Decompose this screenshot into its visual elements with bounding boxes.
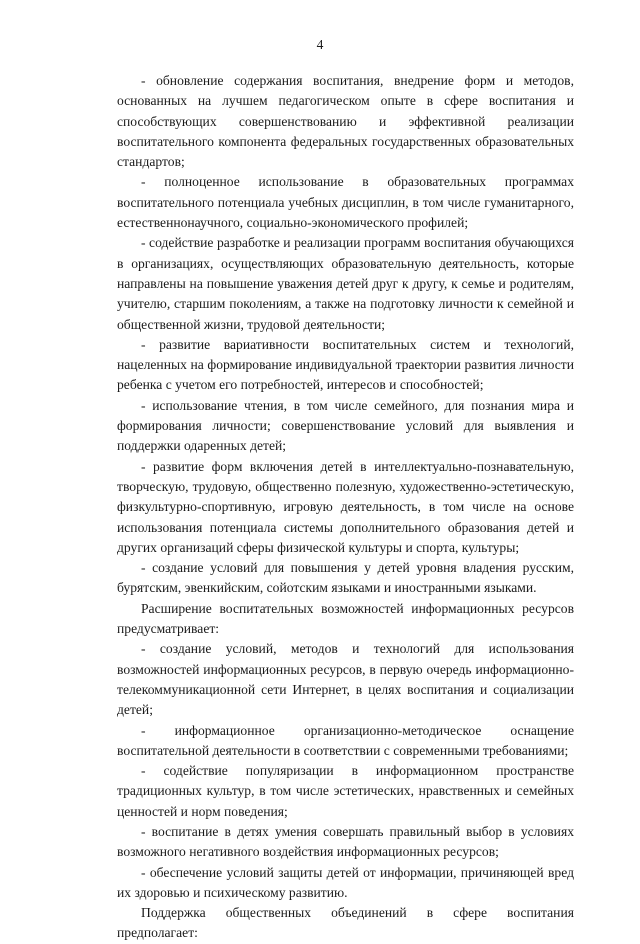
paragraph-5: - использование чтения, в том числе семейного, для познания мира и формирования личности; совершенствование условий для выявления и поддержки одаренных детей; (117, 397, 574, 454)
paragraph-11: - содействие популяризации в информационном пространстве традиционных культур, в том числе эстетических, нравственных и семейных ценностей и норм поведения; (117, 763, 574, 819)
paragraph-9: - создание условий, методов и технологий для использования возможностей информационных ресурсов, в первую очередь информационно-телекоммуникационной сети Интернет, в целях воспитания и социализации детей; (117, 641, 574, 718)
paragraph-1: - обновление содержания воспитания, внедрение форм и методов, основанных на лучшем педагогическом опыте в сфере воспитания и способствующих совершенствованию и эффективной реализации воспитательного компонента федеральных государственных образовательных стандартов; (117, 73, 574, 170)
paragraph-12: - воспитание в детях умения совершать правильный выбор в условиях возможного негативного воздействия информационных ресурсов; (117, 823, 574, 860)
paragraph-10: - информационное организационно-методическое оснащение воспитательной деятельности в соответствии с современными требованиями; (117, 722, 574, 758)
paragraph-4: - развитие вариативности воспитательных систем и технологий, нацеленных на формирование индивидуальной траектории развития личности ребенка с учетом его потребностей, интересов и способностей; (117, 336, 574, 393)
paragraph-14: Поддержка общественных объединений в сфере воспитания предполагает: (117, 905, 574, 941)
paragraph-6: - развитие форм включения детей в интеллектуально-познавательную, творческую, трудовую, общественно полезную, художественно-эстетическую, физкультурно-спортивную, игровую деятельность, в том числе на основе использования потенциала системы дополнительного образования детей и других организаций сферы физической культуры и спорта, культуры; (117, 458, 574, 555)
paragraph-7: - создание условий для повышения у детей уровня владения русским, бурятским, эвенкийским, сойотским языками и иностранными языками. (117, 560, 574, 596)
document-body (117, 71, 574, 944)
page-number: 4 (316, 37, 324, 52)
paragraph-2: - полноценное использование в образовательных программах воспитательного потенциала учебных дисциплин, в том числе гуманитарного, естественнонаучного, социально-экономического профилей; (117, 174, 574, 231)
paragraph-8: Расширение воспитательных возможностей информационных ресурсов предусматривает: (117, 600, 574, 637)
paragraph-13: - обеспечение условий защиты детей от информации, причиняющей вред их здоровью и психическому развитию. (117, 864, 574, 900)
paragraph-3: - содействие разработке и реализации программ воспитания обучающихся в организациях, осуществляющих образовательную деятельность, которые направлены на повышение уважения детей друг к другу, к семье и родителям, учителю, старшим поколениям, а также на подготовку личности к семейной и общественной жизни, трудовой деятельности; (117, 235, 574, 332)
